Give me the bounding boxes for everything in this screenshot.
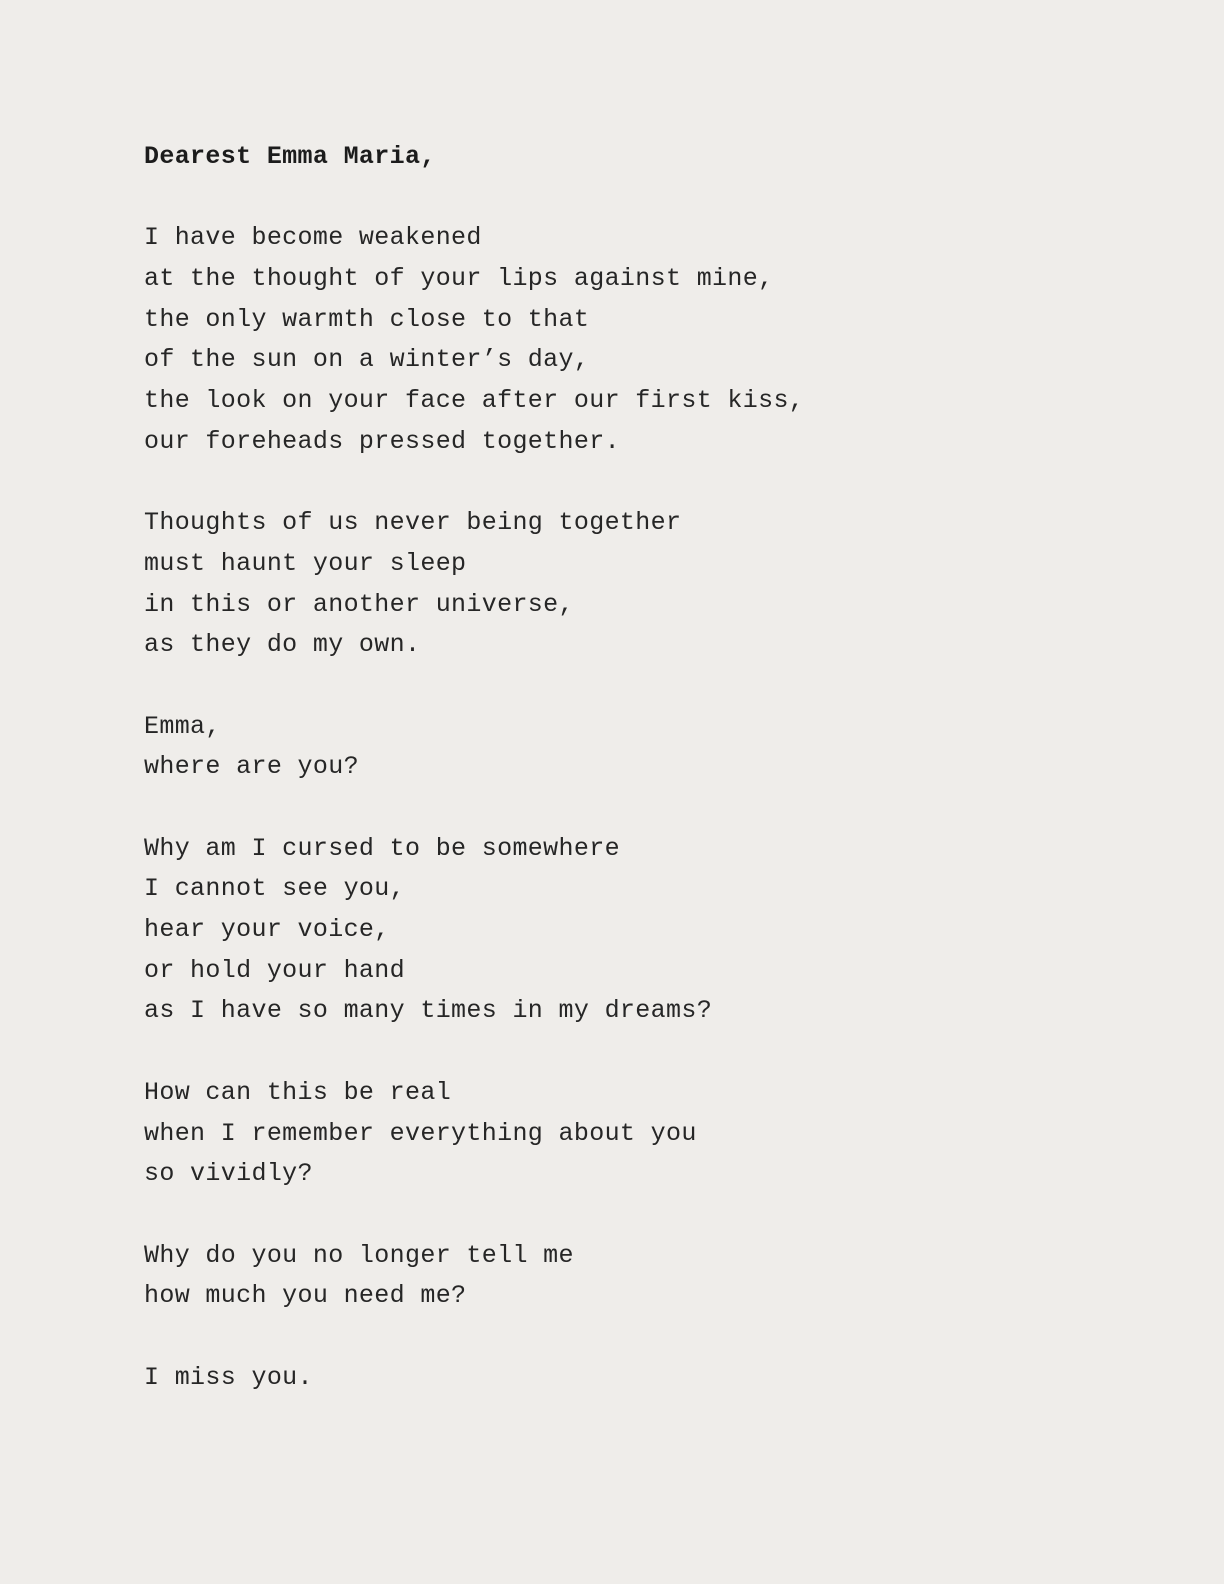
poem-line: as I have so many times in my dreams? [144,996,713,1026]
poem-line: so vividly? [144,1159,313,1189]
poem-line: or hold your hand [144,955,405,985]
stanza-5 [144,1073,1144,1195]
poem-line: Why do you no longer tell me [144,1240,574,1270]
poem-line: How can this be real [144,1077,452,1107]
stanza-4 [144,829,1144,1032]
poem-line: hear your voice, [144,915,390,945]
stanza-2 [144,503,1144,666]
poem-line: how much you need me? [144,1281,467,1311]
poem-line: when I remember everything about you [144,1118,697,1148]
poem-line: as they do my own. [144,630,421,660]
poem-line: must haunt your sleep [144,548,467,578]
poem-line: Thoughts of us never being together [144,508,682,538]
poem-line: I have become weakened [144,223,482,253]
poem-line: I miss you. [144,1362,313,1392]
stanza-7 [144,1358,1144,1399]
poem-line: the only warmth close to that [144,304,590,334]
stanza-1 [144,218,1144,462]
poem-line: Emma, [144,711,221,741]
poem-line: the look on your face after our first kiss, [144,386,805,416]
stanza-3 [144,707,1144,788]
poem-line: in this or another universe, [144,589,574,619]
poem-line: where are you? [144,752,359,782]
poem-line: of the sun on a winter’s day, [144,345,590,375]
poem-line: Why am I cursed to be somewhere [144,833,620,863]
stanza-6 [144,1236,1144,1317]
letter-page [144,137,1144,1439]
poem-line: at the thought of your lips against mine, [144,264,774,294]
poem-line: I cannot see you, [144,874,405,904]
poem-line: our foreheads pressed together. [144,426,620,456]
letter-salutation: Dearest Emma Maria, [144,142,436,171]
